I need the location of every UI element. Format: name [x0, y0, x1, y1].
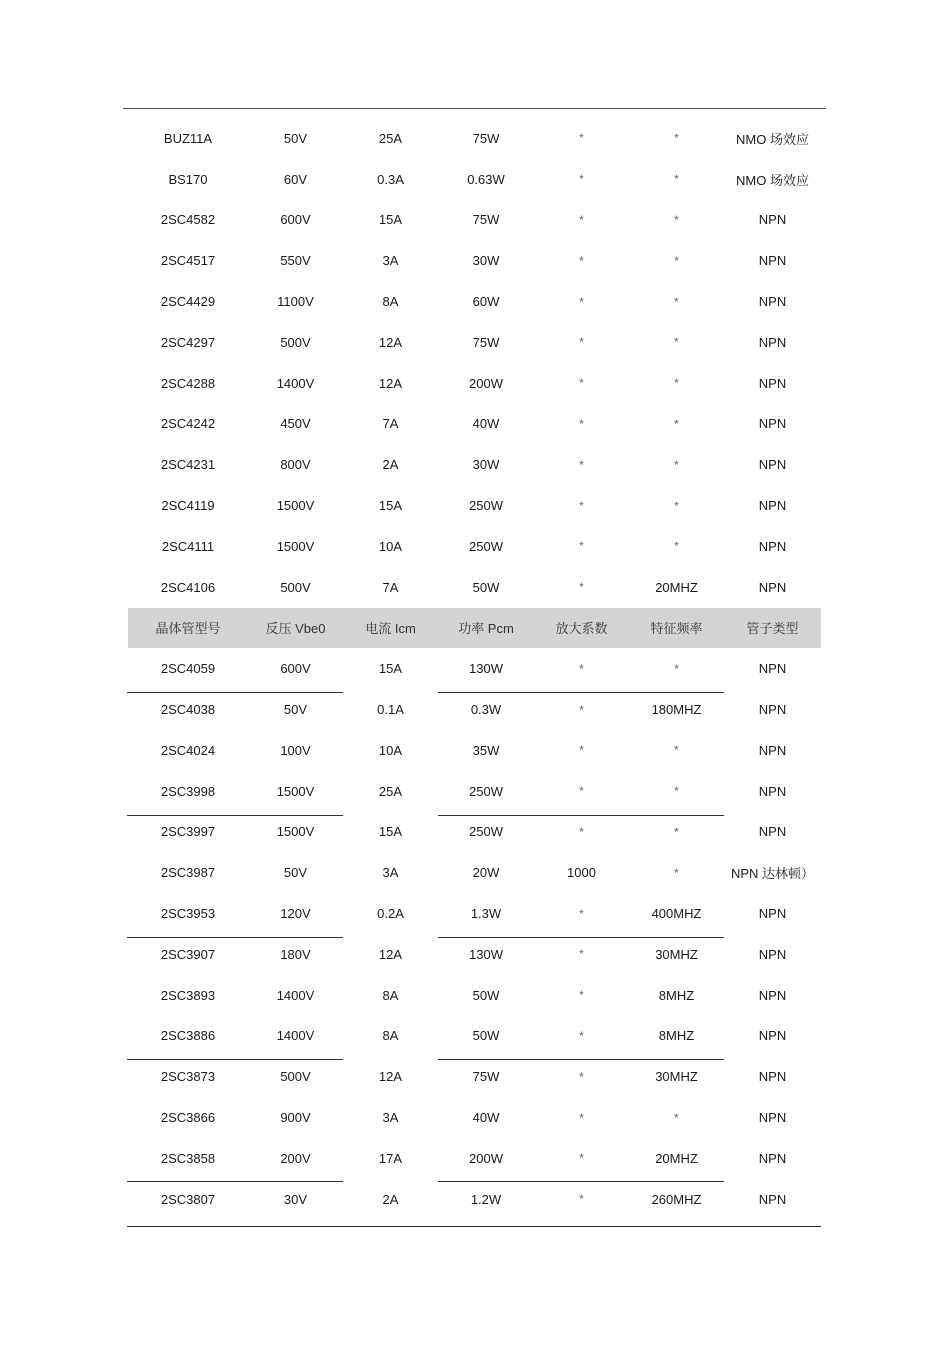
cell-voltage: 200V — [280, 1150, 311, 1166]
cell-voltage: 120V — [280, 906, 311, 922]
cell-gain: * — [579, 416, 584, 431]
cell-frequency: 8MHZ — [658, 1028, 695, 1044]
cell-voltage: 500V — [280, 1069, 311, 1085]
cell-voltage: 1500V — [276, 538, 315, 554]
cell-gain: * — [579, 1192, 584, 1207]
cell-gain: * — [579, 906, 584, 921]
cell-frequency: * — [674, 661, 679, 676]
table-row — [128, 200, 821, 241]
cell-gain: * — [579, 824, 584, 839]
cell-type: NPN — [758, 498, 787, 514]
cell-gain: * — [579, 376, 584, 391]
cell-frequency: 20MHZ — [655, 579, 698, 595]
cell-type: NPN — [758, 1028, 787, 1044]
cell-gain: * — [579, 1028, 584, 1043]
cell-frequency: * — [674, 212, 679, 227]
cell-current: 12A — [378, 1069, 403, 1085]
row-divider — [127, 815, 343, 816]
cell-power: 1.2W — [470, 1191, 502, 1207]
cell-type: NPN — [758, 742, 787, 758]
cell-model: 2SC4038 — [160, 702, 216, 718]
table-row — [128, 975, 821, 1016]
cell-voltage: 1500V — [276, 783, 315, 799]
cell-gain: * — [579, 1151, 584, 1166]
cell-frequency: * — [674, 294, 679, 309]
cell-voltage: 180V — [280, 946, 311, 962]
cell-current: 15A — [378, 824, 403, 840]
cell-current: 12A — [378, 375, 403, 391]
header-cell-type: 管子类型 — [746, 621, 799, 637]
cell-voltage: 450V — [280, 416, 311, 432]
cell-type: NPN — [758, 212, 787, 228]
cell-model: 2SC4119 — [161, 498, 215, 514]
cell-power: 35W — [472, 742, 500, 758]
cell-current: 2A — [382, 1191, 399, 1207]
cell-type: NPN — [758, 906, 787, 922]
cell-power: 30W — [472, 253, 500, 269]
cell-voltage: 1500V — [276, 498, 315, 514]
cell-model: 2SC4106 — [160, 579, 216, 595]
cell-current: 7A — [382, 579, 399, 595]
cell-gain: 1000 — [567, 865, 596, 881]
cell-voltage: 900V — [280, 1110, 311, 1126]
cell-model: BS170 — [168, 171, 208, 187]
cell-voltage: 500V — [280, 334, 311, 350]
row-divider — [438, 1059, 724, 1060]
top-rule — [123, 108, 826, 109]
cell-current: 15A — [378, 661, 403, 677]
header-cell-frequency: 特征频率 — [650, 621, 703, 637]
cell-gain: * — [579, 743, 584, 758]
cell-type: NMO 场效应 — [736, 172, 809, 188]
cell-model: 2SC3907 — [160, 946, 216, 962]
cell-current: 8A — [382, 987, 399, 1003]
cell-frequency: * — [674, 498, 679, 513]
cell-model: 2SC3886 — [160, 1028, 216, 1044]
cell-voltage: 50V — [283, 865, 308, 881]
cell-power: 30W — [472, 457, 500, 473]
cell-power: 50W — [472, 1028, 500, 1044]
table-row — [128, 771, 821, 812]
cell-model: 2SC4429 — [160, 294, 216, 310]
cell-type: NPN — [758, 579, 787, 595]
table-row — [128, 730, 821, 771]
cell-power: 250W — [469, 498, 503, 514]
cell-power: 250W — [469, 783, 503, 799]
cell-voltage: 100V — [280, 742, 311, 758]
cell-current: 15A — [378, 498, 403, 514]
cell-model: 2SC3998 — [160, 783, 216, 799]
cell-voltage: 1400V — [276, 1028, 315, 1044]
cell-power: 50W — [472, 987, 500, 1003]
cell-gain: * — [579, 988, 584, 1003]
row-divider — [127, 1059, 343, 1060]
cell-model: 2SC4059 — [160, 661, 216, 677]
cell-frequency: 8MHZ — [658, 987, 695, 1003]
cell-frequency: * — [674, 824, 679, 839]
cell-frequency: * — [674, 539, 679, 554]
cell-power: 40W — [472, 1110, 500, 1126]
cell-frequency: * — [674, 131, 679, 146]
row-divider — [438, 815, 724, 816]
row-divider — [127, 937, 343, 938]
cell-current: 0.3A — [377, 171, 404, 187]
table-row — [128, 322, 821, 363]
cell-current: 7A — [382, 416, 399, 432]
cell-current: 3A — [382, 253, 399, 269]
cell-voltage: 60V — [283, 171, 308, 187]
cell-power: 50W — [472, 579, 500, 595]
cell-type: NPN — [758, 661, 787, 677]
table-row — [128, 1179, 821, 1220]
cell-frequency: * — [674, 865, 679, 880]
table-row — [128, 852, 821, 893]
transistor-table — [128, 118, 821, 1220]
table-row — [128, 893, 821, 934]
cell-type: NPN — [758, 987, 787, 1003]
cell-current: 17A — [378, 1150, 403, 1166]
cell-power: 200W — [469, 1150, 503, 1166]
cell-model: 2SC4288 — [160, 375, 216, 391]
cell-type: NPN — [758, 1110, 787, 1126]
table-row — [128, 648, 821, 689]
cell-type: NPN 达林顿） — [730, 866, 815, 882]
cell-type: NPN — [758, 334, 787, 350]
table-row — [128, 363, 821, 404]
cell-current: 25A — [378, 130, 403, 146]
cell-model: 2SC3807 — [160, 1191, 216, 1207]
cell-frequency: 30MHZ — [655, 946, 698, 962]
cell-type: NPN — [758, 253, 787, 269]
cell-model: 2SC4231 — [160, 457, 216, 473]
cell-frequency: * — [674, 457, 679, 472]
cell-power: 60W — [472, 294, 500, 310]
cell-model: 2SC4517 — [160, 253, 216, 269]
cell-power: 75W — [472, 1069, 500, 1085]
cell-gain: * — [579, 1110, 584, 1125]
cell-current: 3A — [382, 1110, 399, 1126]
cell-current: 10A — [378, 538, 403, 554]
cell-power: 250W — [469, 824, 503, 840]
cell-gain: * — [579, 335, 584, 350]
table-row — [128, 526, 821, 567]
cell-current: 12A — [378, 946, 403, 962]
cell-model: 2SC4242 — [160, 416, 216, 432]
table-row — [128, 444, 821, 485]
table-row — [128, 1097, 821, 1138]
table-row — [128, 689, 821, 730]
header-cell-power: 功率 Pcm — [458, 621, 514, 637]
cell-voltage: 1400V — [276, 375, 315, 391]
cell-gain: * — [579, 172, 584, 187]
cell-voltage: 1100V — [277, 294, 314, 310]
cell-power: 130W — [469, 946, 503, 962]
cell-model: 2SC3873 — [160, 1069, 216, 1085]
cell-model: BUZ11A — [163, 130, 213, 146]
cell-gain: * — [579, 661, 584, 676]
cell-current: 0.1A — [377, 702, 404, 718]
cell-voltage: 600V — [280, 661, 311, 677]
cell-model: 2SC3866 — [160, 1110, 216, 1126]
cell-current: 8A — [382, 1028, 399, 1044]
table-header-row — [128, 608, 821, 649]
cell-frequency: 400MHZ — [651, 906, 702, 922]
cell-frequency: * — [674, 376, 679, 391]
cell-frequency: * — [674, 1110, 679, 1125]
row-divider — [438, 937, 724, 938]
cell-type: NPN — [758, 294, 787, 310]
cell-frequency: * — [674, 335, 679, 350]
table-row — [128, 1016, 821, 1057]
cell-voltage: 600V — [280, 212, 311, 228]
cell-frequency: 30MHZ — [655, 1069, 698, 1085]
cell-power: 0.3W — [470, 702, 502, 718]
cell-current: 25A — [378, 783, 403, 799]
cell-voltage: 30V — [283, 1191, 308, 1207]
cell-model: 2SC3893 — [160, 987, 216, 1003]
cell-power: 250W — [469, 538, 503, 554]
cell-power: 1.3W — [470, 906, 502, 922]
cell-gain: * — [579, 702, 584, 717]
cell-power: 75W — [472, 334, 500, 350]
cell-gain: * — [579, 253, 584, 268]
table-row — [128, 159, 821, 200]
cell-voltage: 800V — [280, 457, 311, 473]
cell-gain: * — [579, 580, 584, 595]
cell-voltage: 1500V — [276, 824, 315, 840]
cell-power: 0.63W — [467, 171, 505, 187]
cell-type: NPN — [758, 783, 787, 799]
cell-voltage: 1400V — [276, 987, 315, 1003]
cell-power: 75W — [472, 212, 500, 228]
cell-power: 75W — [472, 130, 500, 146]
cell-type: NPN — [758, 1069, 787, 1085]
cell-model: 2SC4111 — [161, 538, 215, 554]
cell-type: NPN — [758, 824, 787, 840]
cell-frequency: * — [674, 416, 679, 431]
cell-current: 2A — [382, 457, 399, 473]
cell-current: 0.2A — [377, 906, 404, 922]
header-cell-model: 晶体管型号 — [155, 621, 221, 637]
table-row — [128, 281, 821, 322]
cell-type: NPN — [758, 538, 787, 554]
header-cell-gain: 放大系数 — [555, 621, 608, 637]
cell-model: 2SC4024 — [160, 742, 216, 758]
cell-gain: * — [579, 498, 584, 513]
cell-type: NPN — [758, 375, 787, 391]
cell-model: 2SC4297 — [160, 334, 216, 350]
bottom-rule — [127, 1226, 821, 1227]
table-row — [128, 934, 821, 975]
cell-power: 40W — [472, 416, 500, 432]
cell-gain: * — [579, 457, 584, 472]
cell-gain: * — [579, 539, 584, 554]
cell-type: NMO 场效应 — [736, 131, 809, 147]
cell-current: 3A — [382, 865, 399, 881]
table-row — [128, 1056, 821, 1097]
table-row — [128, 485, 821, 526]
cell-current: 15A — [378, 212, 403, 228]
cell-type: NPN — [758, 457, 787, 473]
cell-model: 2SC3953 — [160, 906, 216, 922]
cell-gain: * — [579, 294, 584, 309]
table-row — [128, 812, 821, 853]
cell-model: 2SC4582 — [160, 212, 216, 228]
cell-frequency: * — [674, 172, 679, 187]
table-row — [128, 404, 821, 445]
table-row — [128, 240, 821, 281]
cell-power: 20W — [472, 865, 500, 881]
row-divider — [438, 1181, 724, 1182]
cell-gain: * — [579, 131, 584, 146]
cell-type: NPN — [758, 1191, 787, 1207]
cell-frequency: * — [674, 253, 679, 268]
cell-voltage: 500V — [280, 579, 311, 595]
cell-gain: * — [579, 947, 584, 962]
cell-model: 2SC3987 — [160, 865, 216, 881]
cell-frequency: 20MHZ — [655, 1150, 698, 1166]
cell-current: 8A — [382, 294, 399, 310]
cell-gain: * — [579, 212, 584, 227]
table-row — [128, 567, 821, 608]
cell-voltage: 50V — [283, 130, 308, 146]
cell-frequency: * — [674, 784, 679, 799]
cell-frequency: 180MHZ — [651, 702, 702, 718]
row-divider — [438, 692, 724, 693]
table-row — [128, 118, 821, 159]
cell-voltage: 550V — [280, 253, 311, 269]
cell-model: 2SC3997 — [160, 824, 216, 840]
cell-power: 130W — [469, 661, 503, 677]
cell-type: NPN — [758, 416, 787, 432]
cell-voltage: 50V — [283, 702, 308, 718]
cell-gain: * — [579, 1069, 584, 1084]
cell-current: 12A — [378, 334, 403, 350]
cell-power: 200W — [469, 375, 503, 391]
cell-frequency: * — [674, 743, 679, 758]
cell-frequency: 260MHZ — [651, 1191, 702, 1207]
row-divider — [127, 1181, 343, 1182]
cell-current: 10A — [378, 742, 403, 758]
cell-gain: * — [579, 784, 584, 799]
row-divider — [127, 692, 343, 693]
cell-type: NPN — [758, 946, 787, 962]
header-cell-current: 电流 Icm — [365, 621, 416, 637]
cell-type: NPN — [758, 1150, 787, 1166]
cell-model: 2SC3858 — [160, 1150, 216, 1166]
table-row — [128, 1138, 821, 1179]
header-cell-voltage: 反压 Vbe0 — [265, 621, 326, 637]
cell-type: NPN — [758, 702, 787, 718]
